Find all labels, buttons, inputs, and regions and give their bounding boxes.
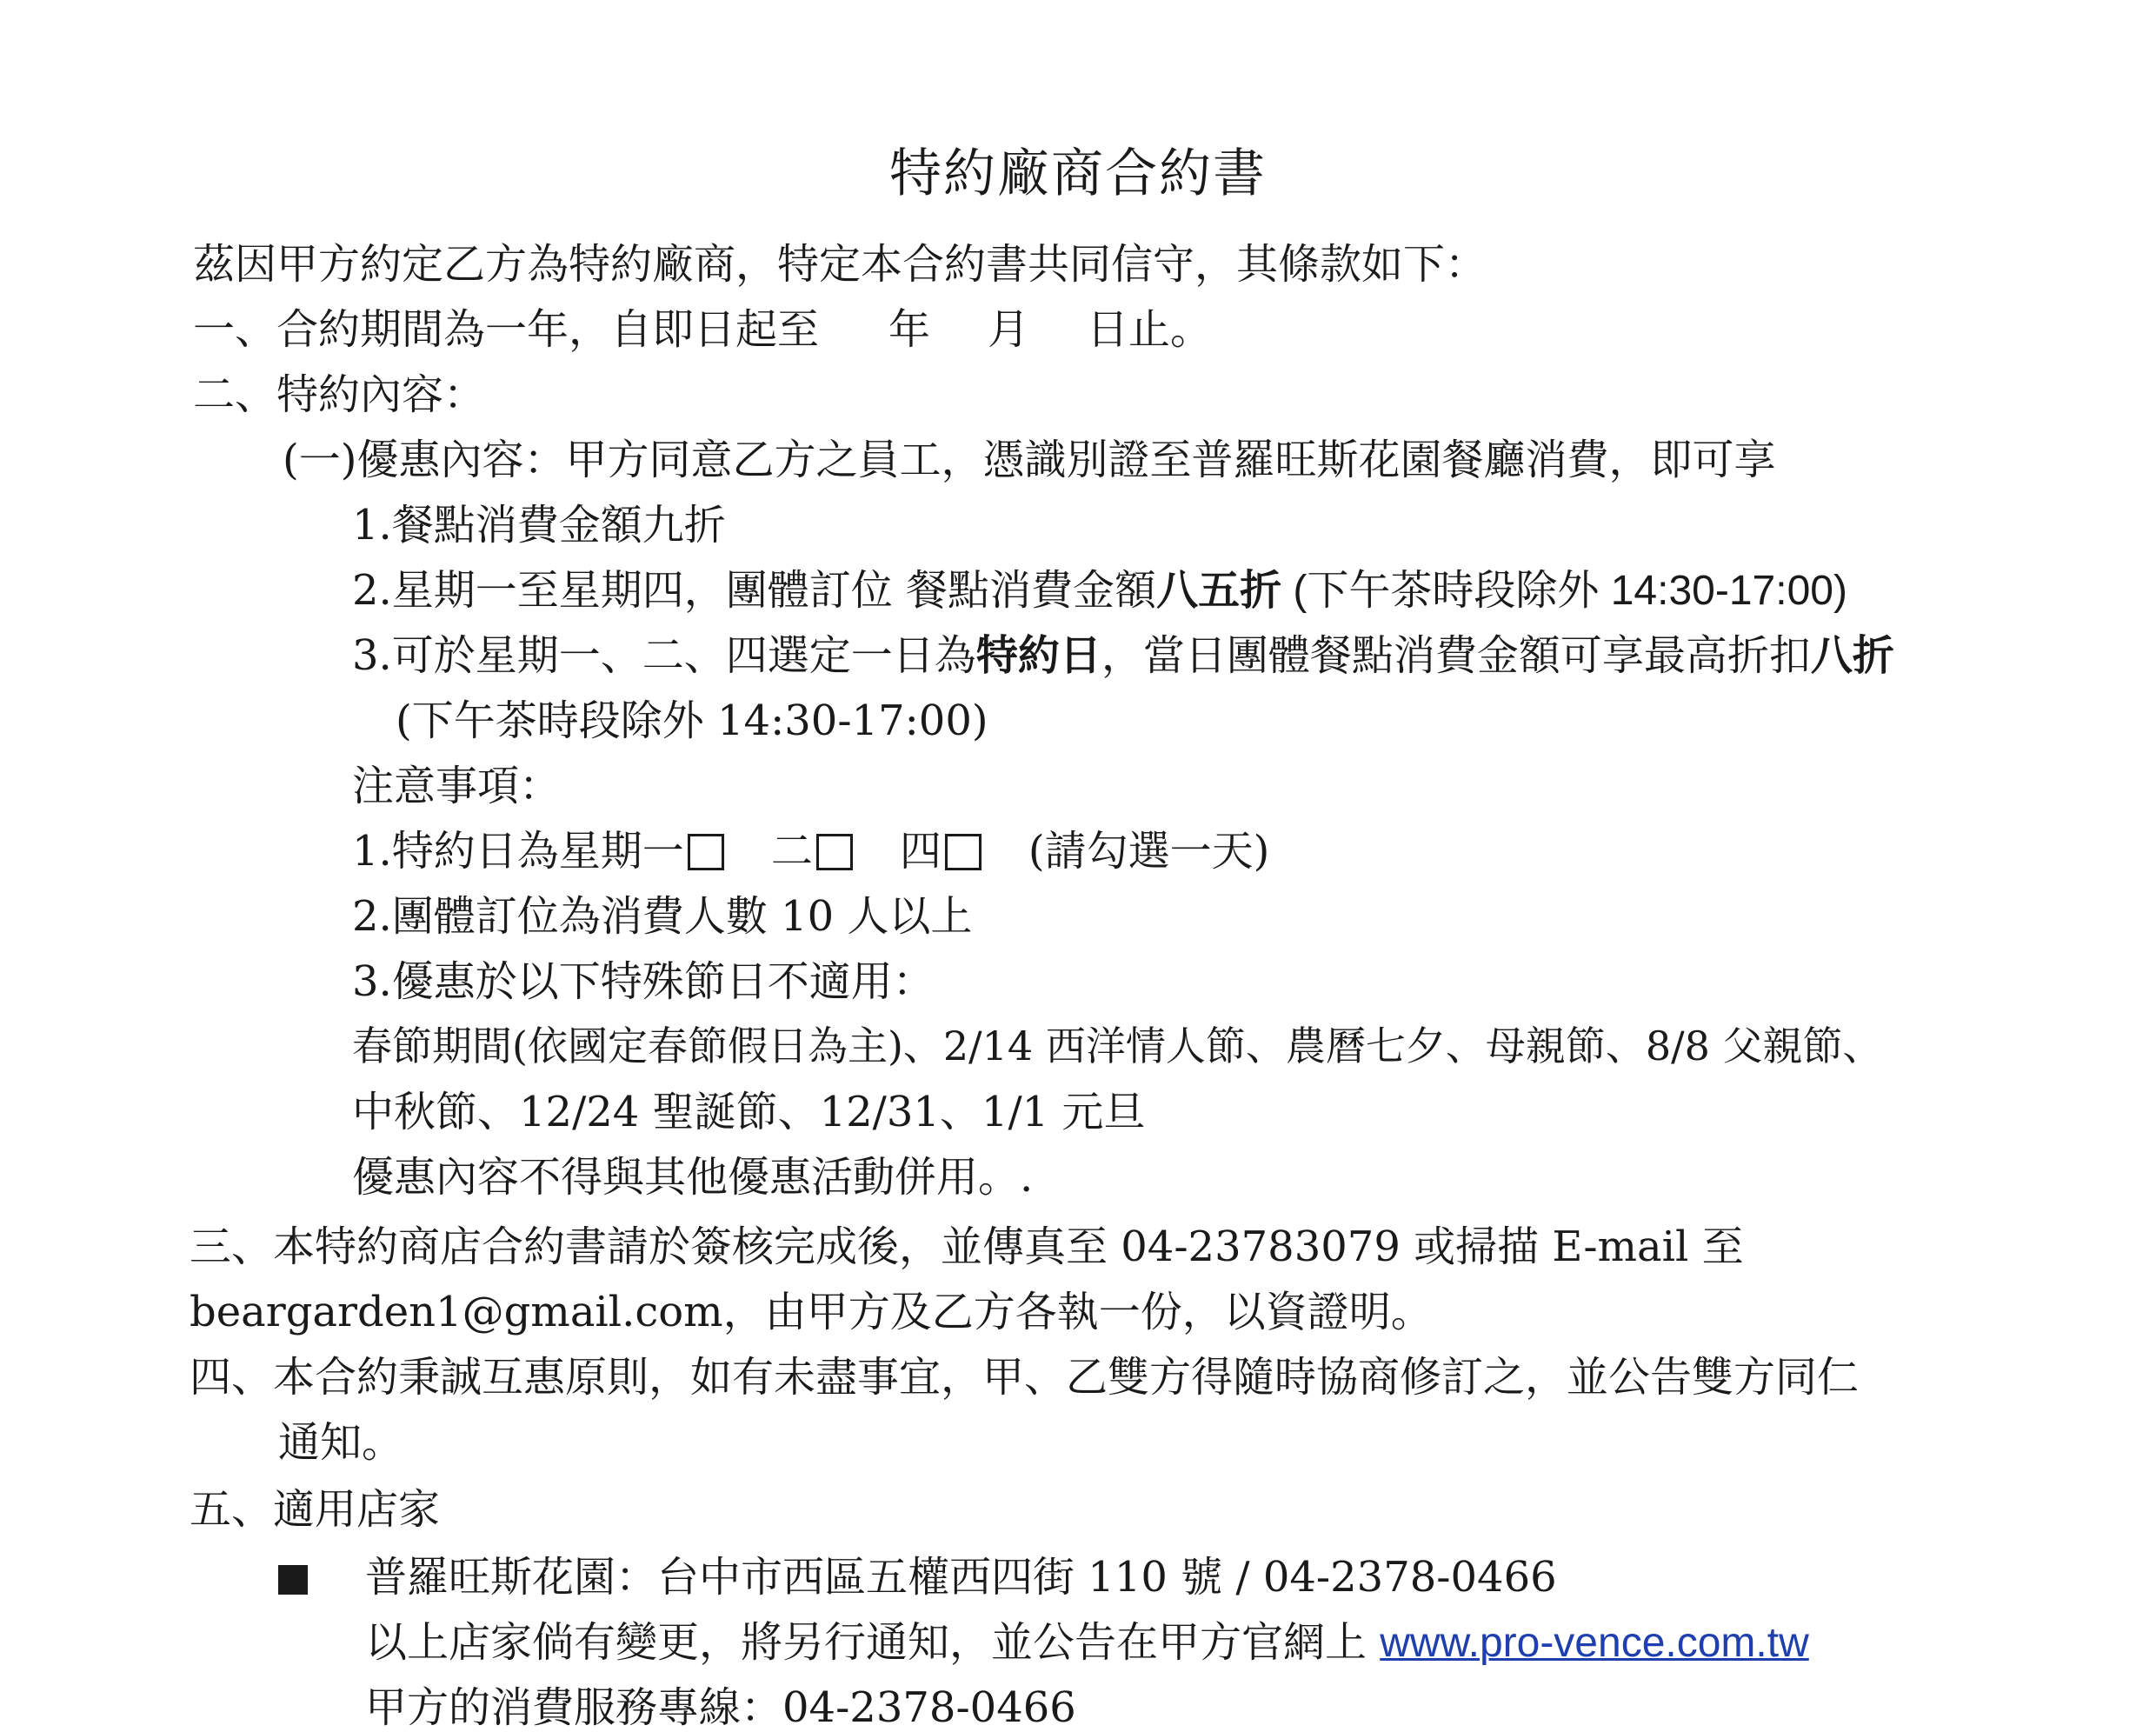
intro-text: 茲因甲方約定乙方為特約廠商，特定本合約書共同信守，其條款如下： [193,240,1487,289]
note-3: 3.優惠於以下特殊節日不適用： [352,957,935,1006]
offer-item-3-discount: 八折 [1810,631,1894,680]
website-link[interactable]: www.pro-vence.com.tw [1380,1620,1809,1666]
clause-4-line-2: 通知。 [278,1418,404,1467]
offer-item-2 [352,566,1847,615]
clause-3-line-2: beargarden1@gmail.com，由甲方及乙方各執一份，以資證明。 [190,1288,1433,1336]
tuesday-checkbox[interactable] [816,834,853,870]
clause-5-heading: 五、適用店家 [190,1485,441,1534]
clause-1-day: 日止。 [1087,305,1213,354]
monday-checkbox[interactable] [688,834,724,870]
notes-heading: 注意事項： [352,762,562,810]
offer-item-3-mid: ，當日團體餐點消費金額可享最高折扣 [1101,631,1811,680]
clause-1-year: 年 [888,305,931,354]
offer-item-3-special-day: 特約日 [975,631,1101,680]
clause-3-line-1: 三、本特約商店合約書請於簽核完成後，並傳真至 04-23783079 或掃描 E-mail 至 [190,1222,1744,1271]
store-info: 普羅旺斯花園：台中市西區五權西四街 110 號 / 04-2378-0466 [365,1553,1557,1602]
offer-heading: (一)優惠內容：甲方同意乙方之員工，憑識別證至普羅旺斯花園餐廳消費，即可享 [283,436,1776,484]
store-notice-text: 以上店家倘有變更，將另行通知，並公告在甲方官網上 [365,1618,1381,1667]
note-2: 2.團體訂位為消費人數 10 人以上 [352,892,973,941]
note-1-text: 1.特約日為星期一 [352,827,684,876]
clause-1 [193,305,1213,354]
offer-item-2-text: 2.星期一至星期四，團體訂位 餐點消費金額 [352,566,1157,615]
bullet-square-icon [278,1565,308,1595]
clause-1-month: 月 [988,305,1030,354]
thursday-checkbox[interactable] [945,834,982,870]
offer-item-2-exclusion: (下午茶時段除外 14:30-17:00) [1281,568,1847,614]
holidays-line-2: 中秋節、12/24 聖誕節、12/31、1/1 元旦 [352,1088,1146,1136]
holidays-line-1: 春節期間(依國定春節假日為主)、2/14 西洋情人節、農曆七夕、母親節、8/8 父親節、 [352,1023,1883,1069]
note-1 [352,827,1270,876]
store-notice [365,1618,1809,1667]
offer-item-3-exclusion: (下午茶時段除外 14:30-17:00) [396,696,988,745]
clause-2-heading: 二、特約內容： [193,370,486,419]
offer-item-3-text: 3.可於星期一、二、四選定一日為 [352,631,976,680]
no-combine-note: 優惠內容不得與其他優惠活動併用。. [352,1153,1034,1202]
document-title: 特約廠商合約書 [889,143,1267,204]
offer-item-1: 1.餐點消費金額九折 [352,501,726,550]
note-1-tuesday: 二 [770,827,813,876]
service-hotline: 甲方的消費服務專線：04-2378-0466 [365,1683,1076,1732]
offer-item-2-discount: 八五折 [1156,566,1282,615]
note-1-instruction: (請勾選一天) [1028,827,1270,876]
offer-item-3 [352,631,1894,680]
clause-1-prefix: 一、合約期間為一年，自即日起至 [193,305,820,354]
clause-4-line-1: 四、本合約秉誠互惠原則，如有未盡事宜，甲、乙雙方得隨時協商修訂之，並公告雙方同仁 [190,1353,1860,1402]
note-1-thursday: 四 [899,827,942,876]
